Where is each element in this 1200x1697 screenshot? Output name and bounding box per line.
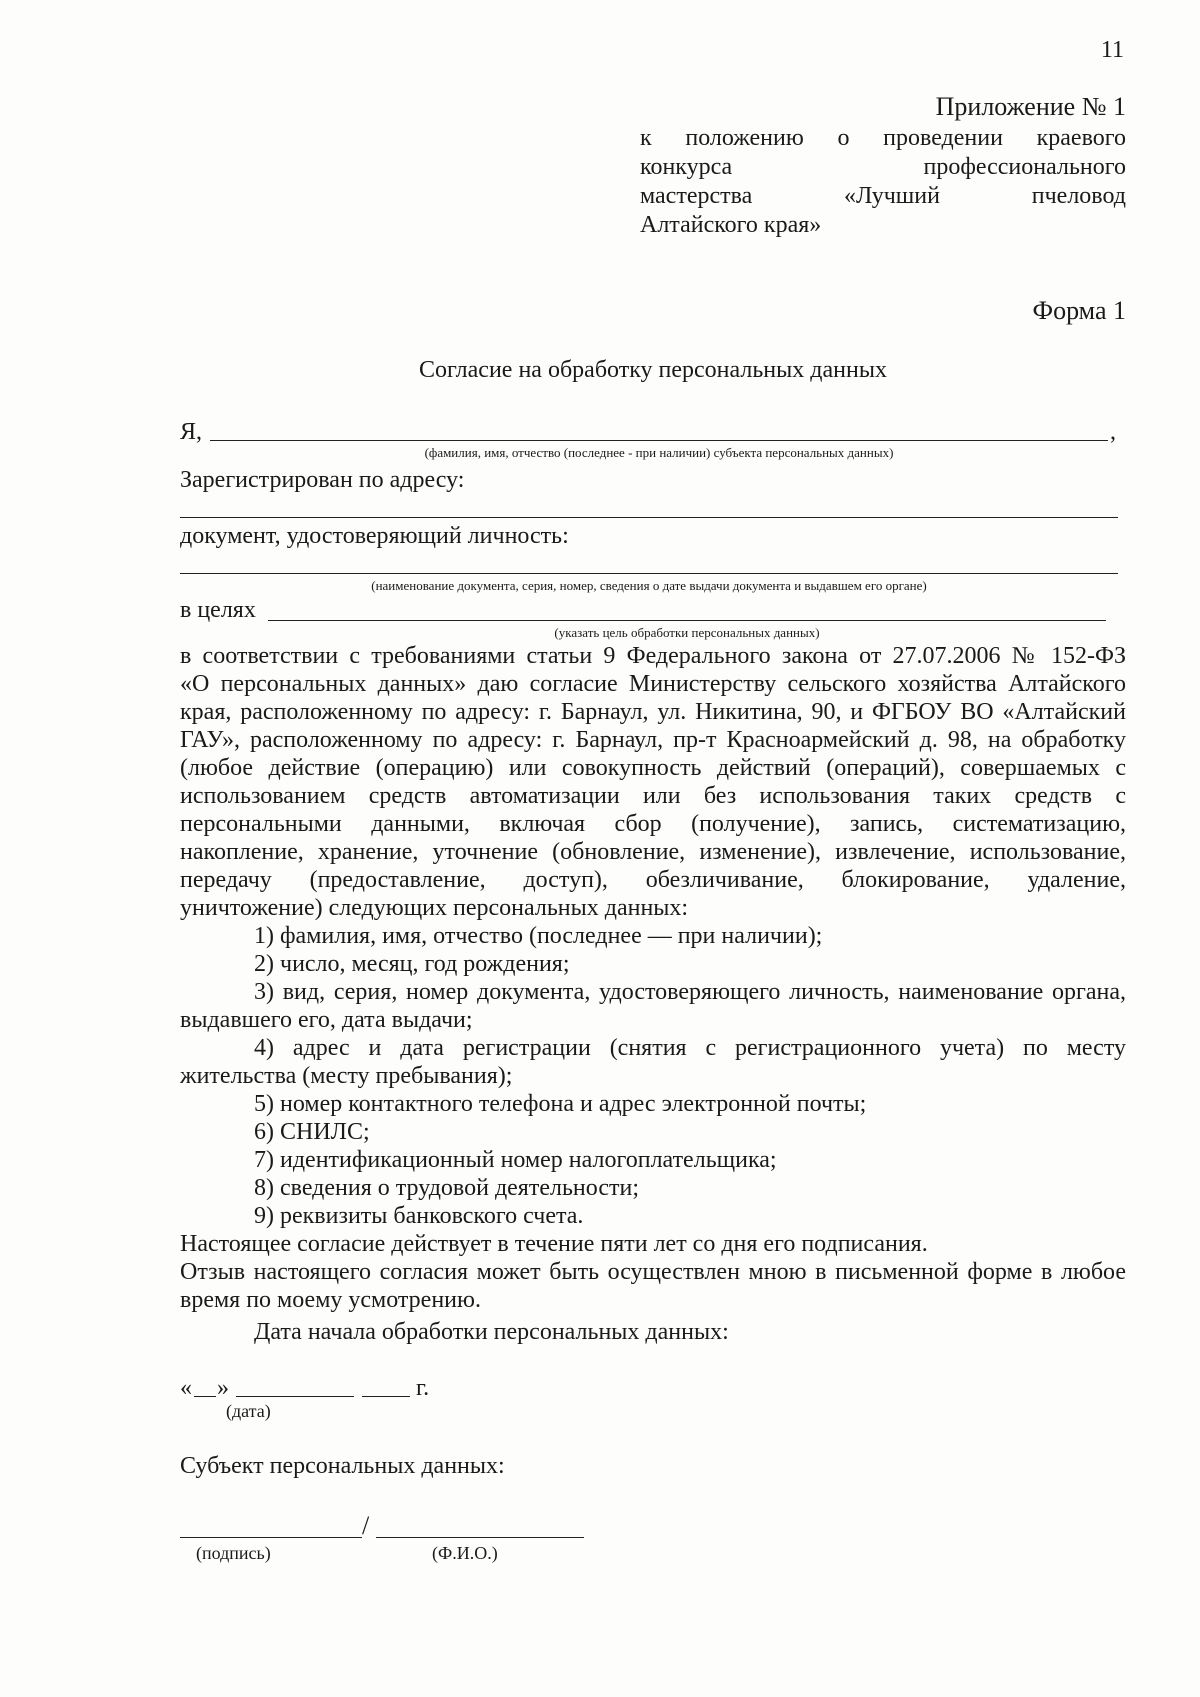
validity-text: Настоящее согласие действует в течение пяти лет со дня его подписания. (180, 1231, 928, 1257)
list-item: 6) СНИЛС; (254, 1119, 370, 1145)
body-line-8: накопление, хранение, уточнение (обновление, изменение), извлечение, использование, (180, 839, 1126, 865)
document-title: Согласие на обработку персональных данных (419, 357, 887, 383)
fullname-caption: (фамилия, имя, отчество (последнее - при наличии) субъекта персональных данных) (424, 445, 894, 460)
purpose-field[interactable] (268, 620, 1106, 621)
revoke-text-line-1: Отзыв настоящего согласия может быть осуществлен мною в письменной форме в любое (180, 1259, 1126, 1285)
purpose-label: в целях (180, 597, 256, 623)
start-date-label: Дата начала обработки персональных данных: (254, 1319, 729, 1345)
body-line-9: передачу (предоставление, доступ), обезличивание, блокирование, удаление, (180, 867, 1126, 893)
month-field[interactable] (236, 1396, 354, 1397)
address-label: Зарегистрирован по адресу: (180, 467, 465, 493)
fullname-field[interactable] (210, 440, 1108, 441)
fio-caption: (Ф.И.О.) (432, 1543, 498, 1563)
list-item: 2) число, месяц, год рождения; (254, 951, 570, 977)
list-item: 4) адрес и дата регистрации (снятия с регистрационного учета) по месту (254, 1035, 1126, 1061)
body-line-4: ГАУ», расположенному по адресу: г. Барнаул, пр-т Красноармейский д. 98, на обработку (180, 727, 1126, 753)
header-line-2: конкурса профессионального (640, 154, 1126, 180)
body-line-5: (любое действие (операцию) или совокупность действий (операций), совершаемых с (180, 755, 1126, 781)
list-item: 9) реквизиты банковского счета. (254, 1203, 584, 1229)
header-line-4: Алтайского края» (640, 212, 822, 238)
address-field[interactable] (180, 517, 1118, 518)
page-number: 11 (1100, 37, 1124, 63)
list-item-continued: выдавшего его, дата выдачи; (180, 1007, 473, 1033)
signature-slash: / (362, 1511, 370, 1540)
body-line-7: персональными данными, включая сбор (получение), запись, систематизацию, (180, 811, 1126, 837)
body-line-last: уничтожение) следующих персональных данных: (180, 895, 689, 921)
list-item: 3) вид, серия, номер документа, удостоверяющего личность, наименование органа, (254, 979, 1126, 1005)
purpose-caption: (указать цель обработки персональных данных) (554, 625, 820, 640)
list-item: 8) сведения о трудовой деятельности; (254, 1175, 639, 1201)
body-line-3: края, расположенному по адресу: г. Барнаул, ул. Никитина, 90, и ФГБОУ ВО «Алтайский (180, 699, 1126, 725)
list-item: 1) фамилия, имя, отчество (последнее — при наличии); (254, 923, 823, 949)
document-caption: (наименование документа, серия, номер, сведения о дате выдачи документа и выдавшем его органе) (371, 578, 927, 593)
document-field[interactable] (180, 573, 1118, 574)
i-suffix: , (1110, 419, 1116, 445)
i-prefix: Я, (180, 419, 203, 445)
header-line-1: к положению о проведении краевого (640, 125, 1126, 151)
year-field[interactable] (362, 1396, 410, 1397)
body-line-1: в соответствии с требованиями статьи 9 Федерального закона от 27.07.2006 № 152-ФЗ (180, 643, 1126, 669)
list-item: 7) идентификационный номер налогоплательщика; (254, 1147, 777, 1173)
form-label: Форма 1 (1032, 296, 1126, 325)
date-close-quote: » (217, 1375, 229, 1401)
body-line-2: «О персональных данных» даю согласие Министерству сельского хозяйства Алтайского (180, 671, 1126, 697)
list-item-continued: жительства (месту пребывания); (180, 1063, 513, 1089)
date-open-quote: « (180, 1375, 192, 1401)
revoke-text-line-2: время по моему усмотрению. (180, 1287, 481, 1313)
header-line-3: мастерства «Лучший пчеловод (640, 183, 1126, 209)
date-caption: (дата) (226, 1401, 271, 1421)
year-suffix: г. (416, 1375, 430, 1401)
fio-field[interactable] (376, 1537, 584, 1538)
body-line-6: использованием средств автоматизации или без использования таких средств с (180, 783, 1126, 809)
subject-label: Субъект персональных данных: (180, 1453, 505, 1479)
signature-field[interactable] (180, 1537, 362, 1538)
appendix-title: Приложение № 1 (935, 92, 1126, 121)
signature-caption: (подпись) (196, 1543, 271, 1563)
list-item: 5) номер контактного телефона и адрес электронной почты; (254, 1091, 867, 1117)
day-field[interactable] (194, 1396, 216, 1397)
document-label: документ, удостоверяющий личность: (180, 523, 569, 549)
